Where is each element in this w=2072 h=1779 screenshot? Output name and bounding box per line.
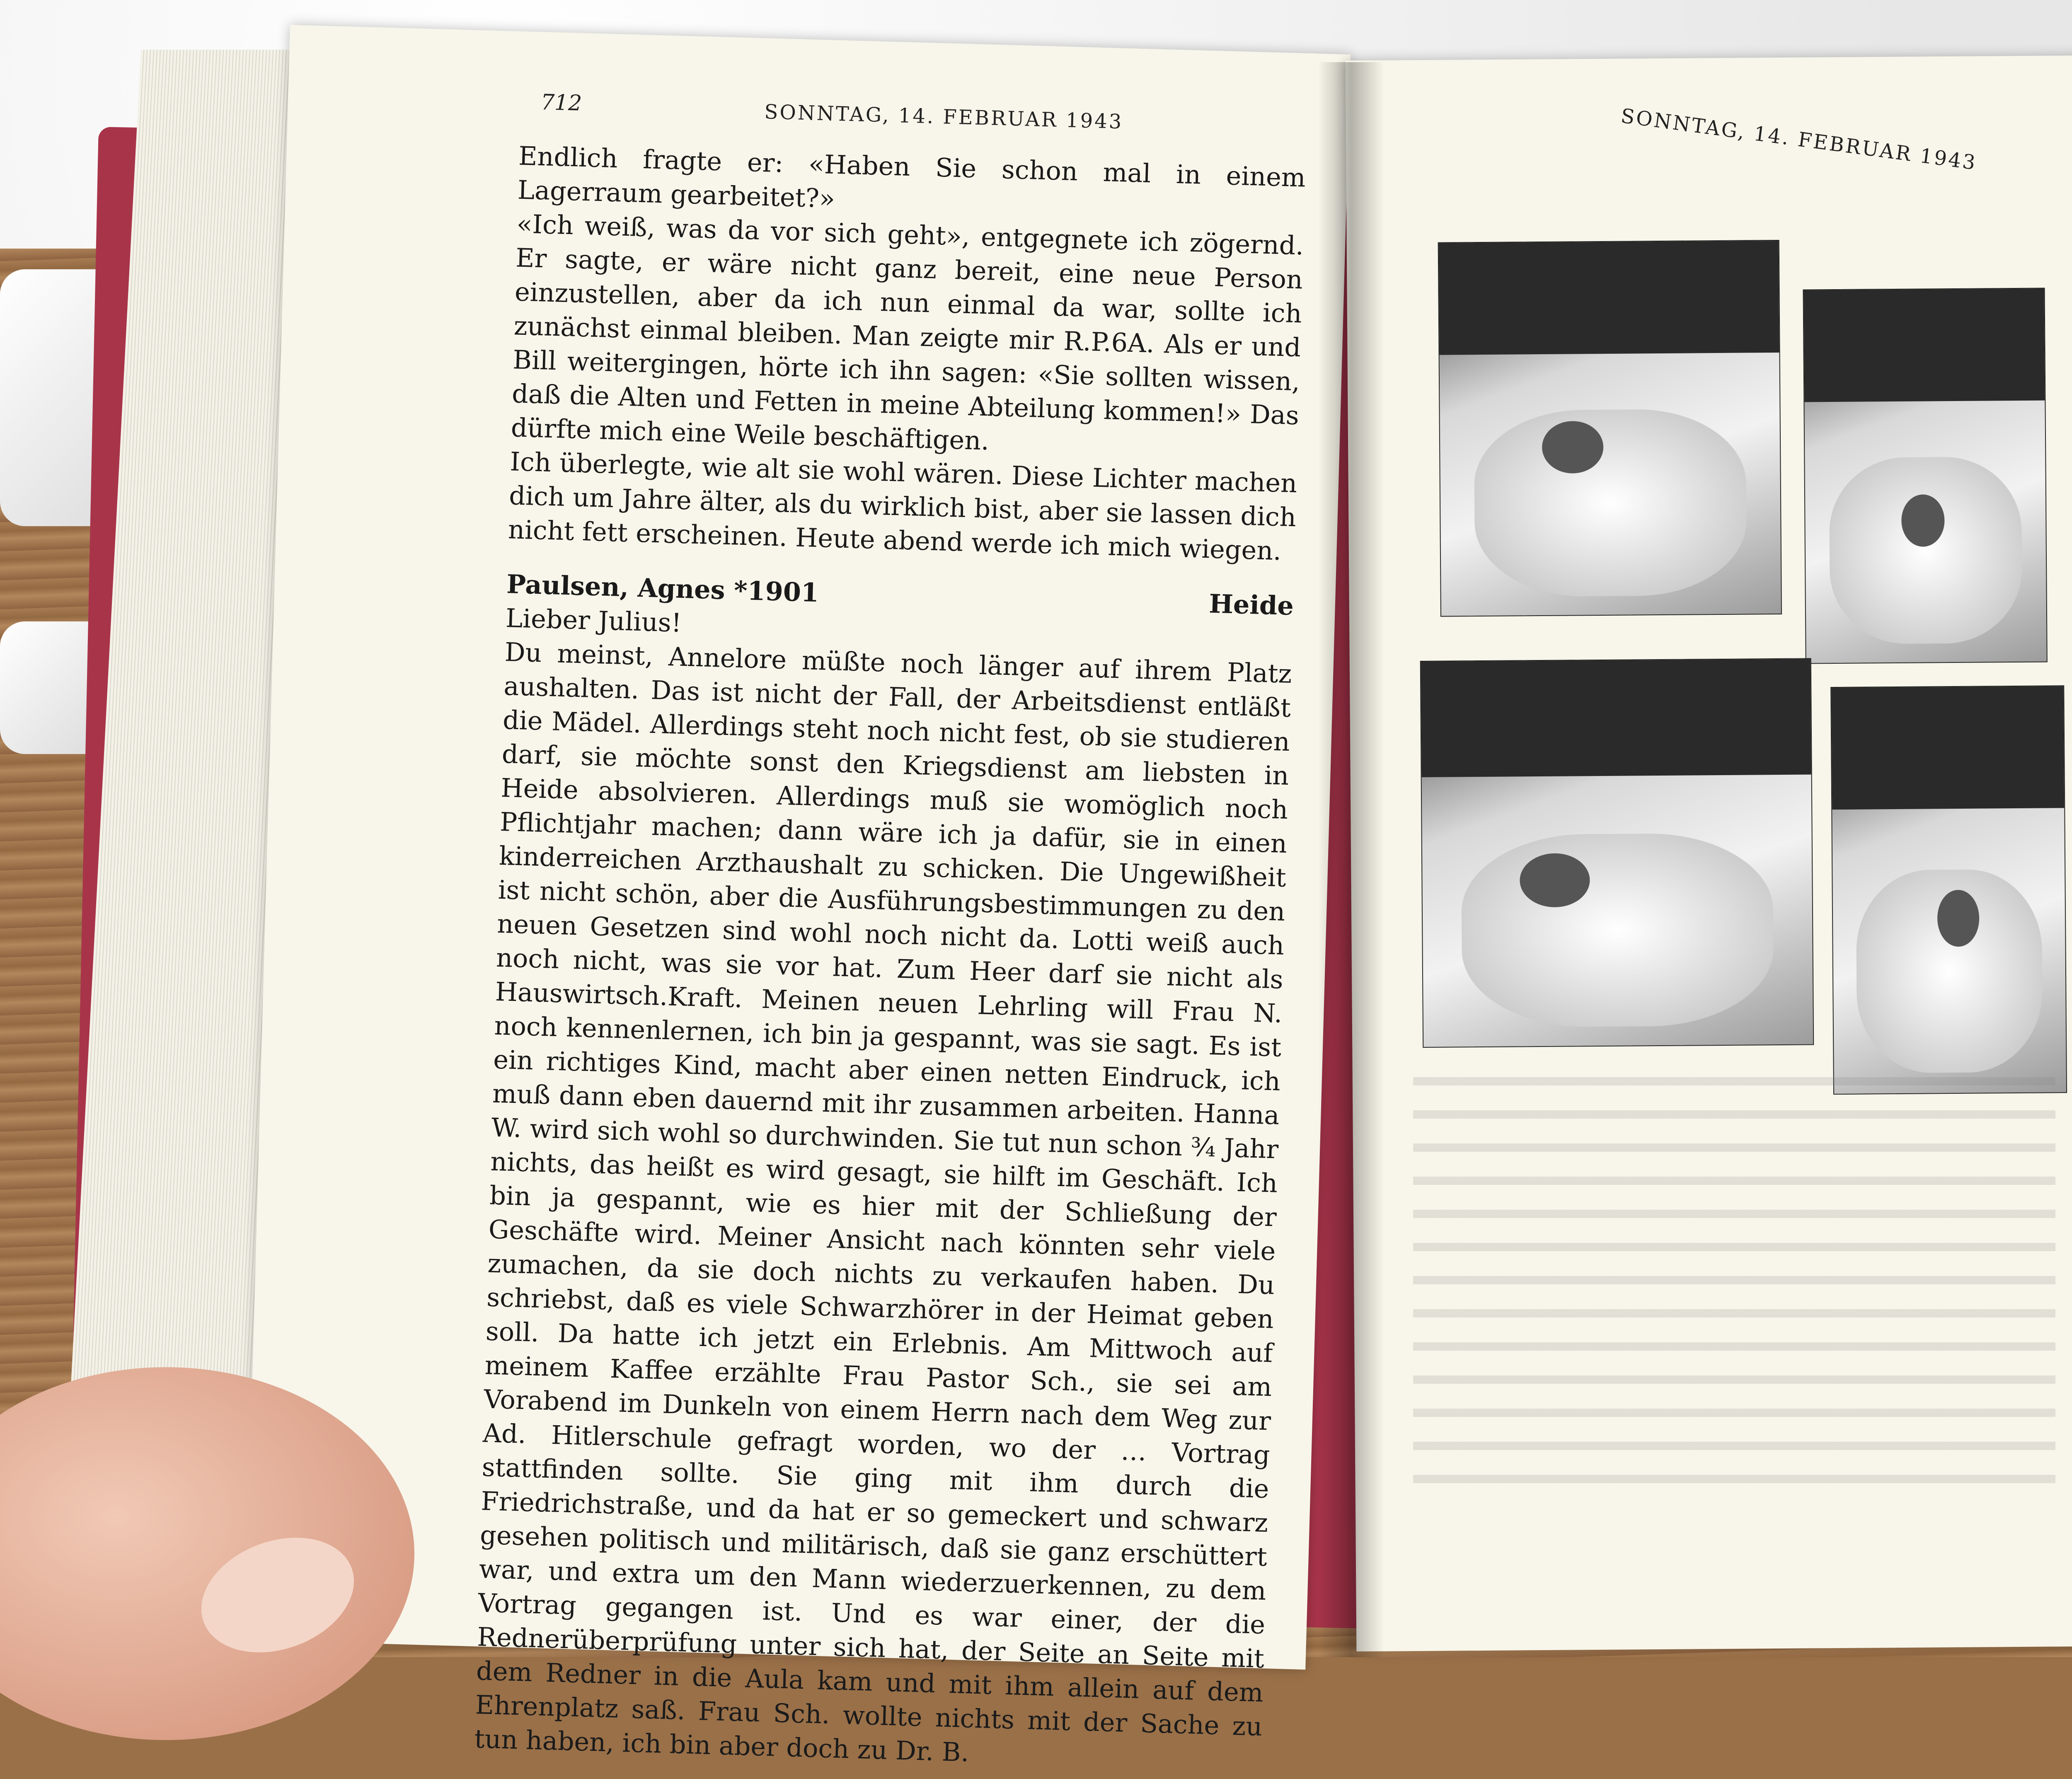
entry-author: Paulsen, Agnes *1901 [506, 569, 820, 608]
photo-sleeping-child-1 [1438, 240, 1782, 617]
paragraph: Ich überlegte, wie alt sie wohl wären. Diese Lichter machen dich um Jahre älter, als du wirklich bist, aber sie lassen dich nicht fett erscheinen. Heute abend werde ich mich wiegen. [508, 446, 1298, 566]
left-page-text [474, 139, 1306, 1778]
show-through-text [1413, 1077, 2055, 1491]
running-head-left: SONNTAG, 14. FEBRUAR 1943 [764, 100, 1124, 134]
page-number: 712 [540, 89, 583, 116]
entry-body: Du meinst, Annelore müßte noch länger auf ihrem Platz aushalten. Das ist nicht der Fall, der Arbeitsdienst entläßt die Mädel. Allerdings steht noch nicht fest, ob sie studieren darf, sie möchte sonst den Kriegsdienst am liebsten in Heide absolvieren. Allerdings muß sie womöglich noch Pflichtjahr machen; dann wäre ich ja dafür, sie in einen kinderreichen Arzthaushalt zu schicken. Die Ungewißheit ist nicht schön, aber die Ausführungsbestimmungen zu den neuen Gesetzen sind wohl noch nicht da. Lotti weiß auch noch nicht, was sie vor hat. Zum Heer darf sie nicht als Hauswirtsch.Kraft. Meinen neuen Lehrling will Frau N. noch kennenlernen, ich bin ja gespannt, was sie sagt. Es ist ein richtiges Kind, macht aber einen netten Eindruck, ich muß dann eben dauernd mit ihr zusammen arbeiten. Hanna W. wird sich wohl so durchwinden. Sie tut nun schon ¾ Jahr nichts, das heißt es wird gesagt, sie hilft im Geschäft. Ich bin ja gespannt, wie es hier mit der Schließung der Geschäfte wird. Meiner Ansicht nach könnten sehr viele zumachen, da sie doch nichts zu verkaufen haben. Du schriebst, daß es viele Schwarzhörer in der Heimat geben soll. Da hatte ich jetzt ein Erlebnis. Am Mittwoch auf meinem Kaffee erzählte Frau Pastor Sch., sie sei am Vorabend im Dunkeln von einem Herrn nach dem Weg zur Ad. Hitlerschule gefragt worden, wo der … Vortrag stattfinden sollte. Sie ging mit ihm durch die Friedrichstraße, und da hat er so gemeckert und schwarz gesehen politisch und militärisch, daß sie ganz erschüttert war, und extra um den Mann wiederzuerkennen, zu dem Vortrag gegangen ist. Und es war einer, der die Rednerüberprüfung unter sich hat, der Seite an Seite mit dem Redner in die Aula kam und mit ihm allein auf dem Ehrenplatz saß. Frau Sch. wollte nichts mit der Sache zu tun haben, ich bin aber doch zu Dr. B. [474, 637, 1293, 1768]
paragraph: Endlich fragte er: «Haben Sie schon mal in einem Lagerraum gearbeitet?» [517, 140, 1306, 214]
photo-sleeping-child-2 [1803, 288, 2048, 664]
book-spine [1318, 62, 1384, 1657]
photo-sleeping-child-4 [1830, 685, 2067, 1095]
left-page [245, 25, 1351, 1768]
entry-place: Heide [1208, 588, 1294, 621]
paragraph: «Ich weiß, was da vor sich geht», entgegnete ich zögernd. Er sagte, er wäre nicht ganz bereit, eine neue Person einzustellen, aber da ich nun einmal da war, sollte ich zunächst einmal bleiben. Man zeigte mir R.P.6A. Als er und Bill weitergingen, hörte ich ihn sagen: «Sie sollten wissen, daß die Alten und Fetten in meine Abteilung kommen!» Das dürfte mich eine Weile beschäftigen. [511, 208, 1305, 456]
entry-salutation: Lieber Julius! [505, 603, 682, 638]
running-head-right: SONNTAG, 14. FEBRUAR 1943 [1619, 104, 1978, 175]
photo-sleeping-child-3 [1420, 658, 1814, 1048]
